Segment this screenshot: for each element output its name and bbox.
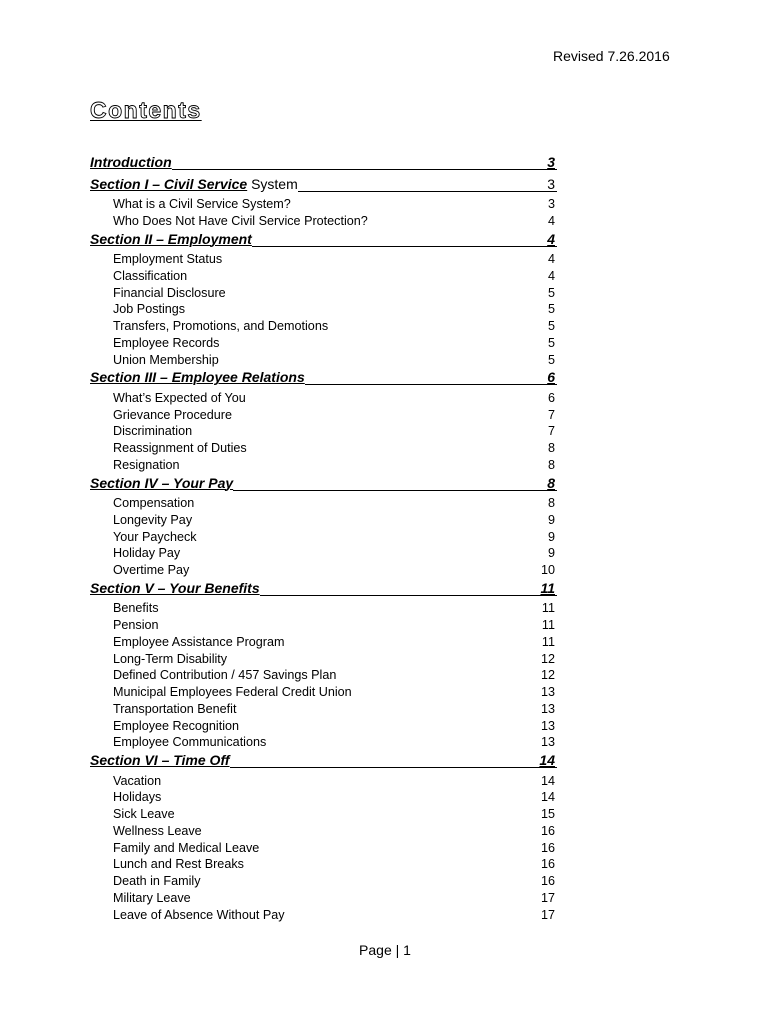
toc-entry-page: 13 [540,701,555,716]
toc-entry-title: Transportation Benefit [113,701,237,716]
toc-entry[interactable] [90,734,555,751]
toc-entry[interactable] [90,352,555,369]
toc-section-title-rest: System [247,175,298,192]
toc-entry-page: 16 [540,874,555,888]
toc-entry-title: Vacation [113,773,162,788]
toc-entry[interactable] [90,268,555,285]
toc-entry[interactable] [90,545,555,562]
toc-entry-title: Defined Contribution / 457 Savings Plan [113,668,337,683]
toc-entry-page: 13 [540,735,555,750]
toc-entry-title: Wellness Leave [113,823,202,838]
toc-entry[interactable] [90,495,555,512]
toc-entry[interactable] [90,600,555,617]
toc-entry[interactable] [90,407,555,424]
toc-entry[interactable] [90,701,555,718]
toc-entry-page: 10 [540,563,555,577]
toc-section-page: 11 [540,579,555,596]
toc-entry-page: 11 [541,601,555,616]
toc-entry[interactable] [90,840,555,857]
toc-entry[interactable] [90,251,555,268]
toc-entry-title: Pension [113,618,159,632]
toc-entry-page: 16 [540,840,555,855]
toc-entry-page: 4 [547,252,555,266]
toc-entry-title: Long-Term Disability [113,651,228,666]
page-number-footer: Page | 1 [359,942,411,958]
toc-entry[interactable] [90,562,555,579]
toc-section-title: Section VI – Time Off [90,752,230,768]
toc-entry-title: Overtime Pay [113,563,190,577]
toc-entry-page: 15 [540,807,555,821]
toc-entry-page: 14 [540,790,555,805]
toc-entry[interactable] [90,856,555,873]
toc-entry-page: 12 [540,651,555,666]
toc-entry-title: Grievance Procedure [113,407,233,422]
toc-entry[interactable] [90,529,555,546]
toc-entry-title: Sick Leave [113,807,175,821]
toc-section-page: 3 [547,154,555,170]
toc-entry-page: 9 [547,529,555,544]
toc-entry[interactable] [90,873,555,890]
toc-entry-page: 8 [547,441,555,455]
toc-section-page: 3 [547,175,555,192]
toc-entry-title: Benefits [113,601,159,616]
table-of-contents [90,153,555,923]
toc-section-title-emphasis: Section I – Civil Service [90,175,248,192]
toc-entry-title: Who Does Not Have Civil Service Protection? [113,213,368,228]
toc-entry[interactable] [90,718,555,735]
toc-entry-title: Financial Disclosure [113,285,226,300]
toc-entry-page: 4 [547,268,555,283]
toc-entry-page: 13 [540,685,555,699]
toc-entry-title: Classification [113,268,188,283]
toc-entry-page: 9 [547,512,555,527]
toc-section-iv[interactable] [90,474,555,496]
toc-entry[interactable] [90,390,555,407]
toc-section-vi[interactable] [90,751,555,773]
toc-section-title: Introduction [90,154,172,170]
toc-entry-title: Holiday Pay [113,546,181,561]
toc-entry-title: Leave of Absence Without Pay [113,907,285,922]
toc-entry-page: 4 [547,213,555,228]
toc-section-title: Section III – Employee Relations [90,369,305,386]
toc-entry[interactable] [90,285,555,302]
toc-section-ii[interactable] [90,230,555,252]
toc-section-page: 4 [547,230,555,247]
toc-entry-page: 8 [547,496,555,510]
toc-entry[interactable] [90,440,555,457]
toc-section-title: Section II – Employment [90,230,252,247]
toc-section-iii[interactable] [90,368,555,390]
toc-entry-page: 6 [547,390,555,405]
toc-entry[interactable] [90,318,555,335]
toc-entry-title: What’s Expected of You [113,390,246,405]
toc-entry-title: Transfers, Promotions, and Demotions [113,319,329,333]
toc-section-page: 14 [539,752,555,768]
toc-entry-page: 17 [540,907,555,922]
toc-entry-page: 13 [540,718,555,733]
toc-section-title: Section V – Your Benefits [90,579,260,596]
toc-section-title [90,175,298,193]
toc-entry-title: Military Leave [113,890,191,905]
toc-entry-title: Employee Assistance Program [113,634,285,649]
toc-entry-page: 16 [540,857,555,872]
toc-section-introduction[interactable] [90,153,555,175]
toc-entry-page: 17 [540,890,555,905]
toc-entry-title: Job Postings [113,302,186,317]
toc-entry-page: 5 [547,352,555,367]
toc-entry-title: Death in Family [113,874,201,888]
toc-entry[interactable] [90,196,555,213]
toc-entry[interactable] [90,423,555,440]
toc-entry-title: Family and Medical Leave [113,840,260,855]
toc-entry-page: 14 [540,773,555,788]
toc-entry-page: 3 [547,197,555,211]
toc-section-v[interactable] [90,579,555,601]
toc-entry[interactable] [90,907,555,924]
toc-entry[interactable] [90,806,555,823]
toc-entry-title: Discrimination [113,424,193,439]
toc-entry-title: Holidays [113,790,162,805]
toc-entry[interactable] [90,617,555,634]
contents-heading: Contents [90,97,202,123]
toc-entry-page: 12 [540,668,555,683]
toc-entry-page: 7 [547,424,555,439]
toc-entry[interactable] [90,789,555,806]
toc-entry-page: 16 [540,823,555,838]
toc-entry-page: 7 [547,407,555,422]
toc-entry-page: 11 [541,634,555,649]
toc-entry-page: 5 [547,302,555,317]
toc-entry[interactable] [90,512,555,529]
toc-entry-title: Union Membership [113,352,219,367]
toc-section-title: Section IV – Your Pay [90,474,234,491]
toc-entry-title: Your Paycheck [113,529,197,544]
toc-entry-title: Employee Records [113,335,220,350]
toc-entry[interactable] [90,684,555,701]
toc-entry-title: Longevity Pay [113,512,193,527]
toc-entry-page: 8 [547,457,555,472]
toc-entry[interactable] [90,335,555,352]
toc-entry-page: 5 [547,335,555,350]
toc-entry[interactable] [90,823,555,840]
toc-entry[interactable] [90,667,555,684]
toc-section-page: 6 [547,369,555,386]
toc-entry[interactable] [90,213,555,230]
toc-entry[interactable] [90,773,555,790]
toc-entry[interactable] [90,651,555,668]
toc-entry-title: Employee Recognition [113,718,240,733]
toc-entry-title: What is a Civil Service System? [113,197,291,211]
revised-date: Revised 7.26.2016 [553,48,670,64]
toc-entry-title: Employment Status [113,252,223,266]
toc-section-i[interactable] [90,175,555,197]
toc-entry[interactable] [90,301,555,318]
toc-section-page: 8 [547,474,555,491]
toc-entry-page: 5 [547,319,555,333]
toc-entry-title: Compensation [113,496,195,510]
toc-entry-title: Resignation [113,457,180,472]
toc-entry-title: Employee Communications [113,735,267,750]
toc-entry-title: Municipal Employees Federal Credit Union [113,685,352,699]
toc-entry-title: Lunch and Rest Breaks [113,857,244,872]
toc-entry-page: 11 [541,618,555,632]
toc-entry[interactable] [90,890,555,907]
toc-entry-title: Reassignment of Duties [113,441,247,455]
toc-entry[interactable] [90,457,555,474]
toc-entry[interactable] [90,634,555,651]
toc-entry-page: 9 [547,546,555,561]
toc-entry-page: 5 [547,285,555,300]
